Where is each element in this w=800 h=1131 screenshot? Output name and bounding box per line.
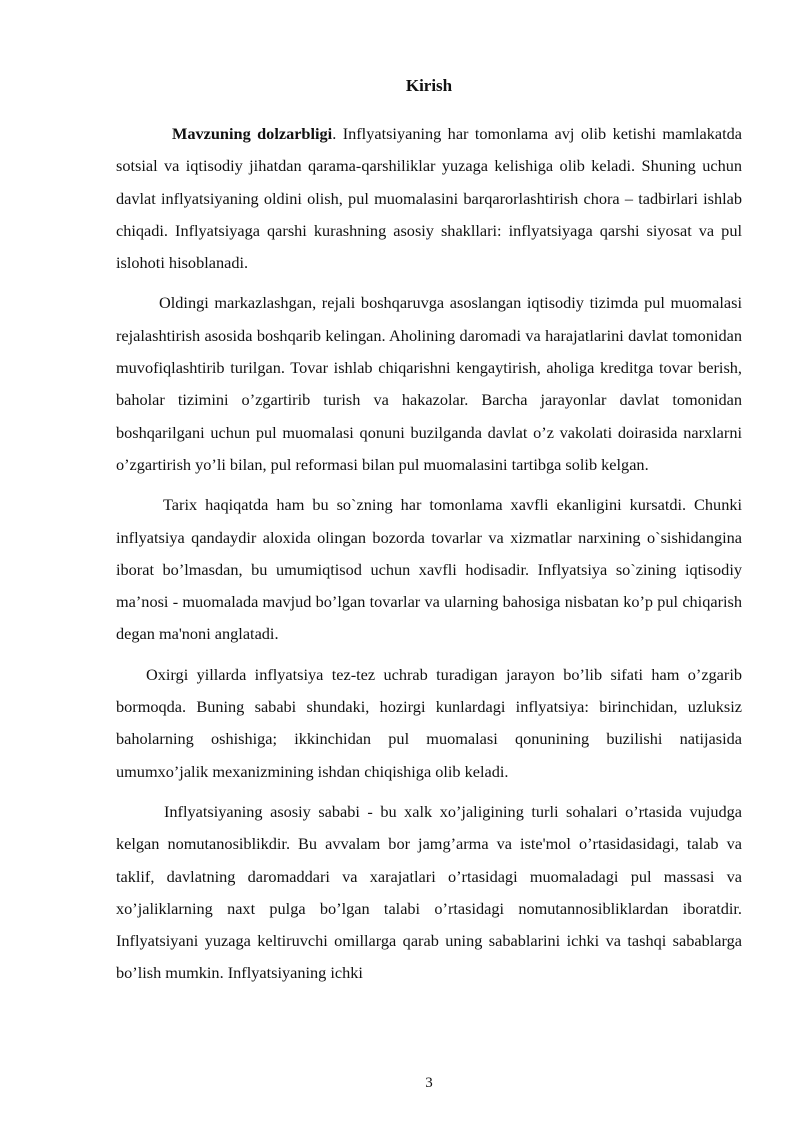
paragraph-relevance [116,118,742,279]
page-number: 3 [425,1075,433,1091]
document-body [116,118,742,998]
paragraph-recent-years: Oxirgi yillarda inflyatsiya tez-tez uchrab turadigan jarayon bo’lib sifati ham o’zgarib bormoqda. Buning sababi shundaki, hozirgi kunlardagi inflyatsiya: birinchidan, uzluksiz baholarning oshishiga; ikkinchidan pul muomalasi qonunining buzilishi natijasida umumxo’jalik mexanizmining ishdan chiqishiga olib keladi. [116,664,742,781]
paragraph-text: . Inflyatsiyaning har tomonlama avj olib ketishi mamlakatda sotsial va iqtisodiy jihatdan qarama-qarshiliklar yuzaga kelishiga olib keladi. Shuning uchun davlat inflyatsiyaning oldini olish, pul muomalasini barqarorlashtirish chora – tadbirlari ishlab chiqadi. Inflyatsiyaga qarshi kurashning asosiy shakllari: inflyatsiyaga qarshi siyosat va pul islohoti hisoblanadi. [116,124,742,273]
paragraph-main-cause: Inflyatsiyaning asosiy sababi - bu xalk xo’jaligining turli sohalari o’rtasida vujudga kelgan nomutanosiblikdir. Bu avvalam bor jamg’arma va iste'mol o’rtasidasidagi, talab va taklif, davlatning daromaddari va xarajatlari o’rtasidagi muomaladagi pul massasi va xo’jaliklarning naxt pulga bo’lgan talabi o’rtasidagi nomutannosibliklardan iboratdir. Inflyatsiyani yuzaga keltiruvchi omillarga qarab uning sabablarini ichki va tashqi sabablarga bo’lish mumkin. Inflyatsiyaning ichki [116,801,742,983]
paragraph-history: Tarix haqiqatda ham bu so`zning har tomonlama xavfli ekanligini kursatdi. Chunki inflyatsiya qandaydir aloxida olingan bozorda tovarlar va xizmatlar narxining o`sishidangina iborat bo’lmasdan, bu umumiqtisod uchun xavfli hodisadir. Inflyatsiya so`zining iqtisodiy ma’nosi - muomalada mavjud bo’lgan tovarlar va ularning bahosiga nisbatan ko’p pul chiqarish degan ma'noni anglatadi. [116,495,742,644]
paragraph-planned-economy: Oldingi markazlashgan, rejali boshqaruvga asoslangan iqtisodiy tizimda pul muomalasi rejalashtirish asosida boshqarib kelingan. Aholining daromadi va harajatlarini davlat tomonidan muvofiqlashtirib turilgan. Tovar ishlab chiqarishni kengaytirish, aholiga kreditga tovar berish, baholar tizimini o’zgartirib turish va hakazolar. Barcha jarayonlar davlat tomonidan boshqarilgani uchun pul muomalasi qonuni buzilganda davlat o’z vakolati doirasida narxlarni o’zgartirish yo’li bilan, pul reformasi bilan pul muomalasini tartibga solib kelgan. [116,293,742,474]
paragraph-lead-term: Mavzuning dolzarbligi [172,124,333,143]
section-title: Kirish [405,76,453,95]
